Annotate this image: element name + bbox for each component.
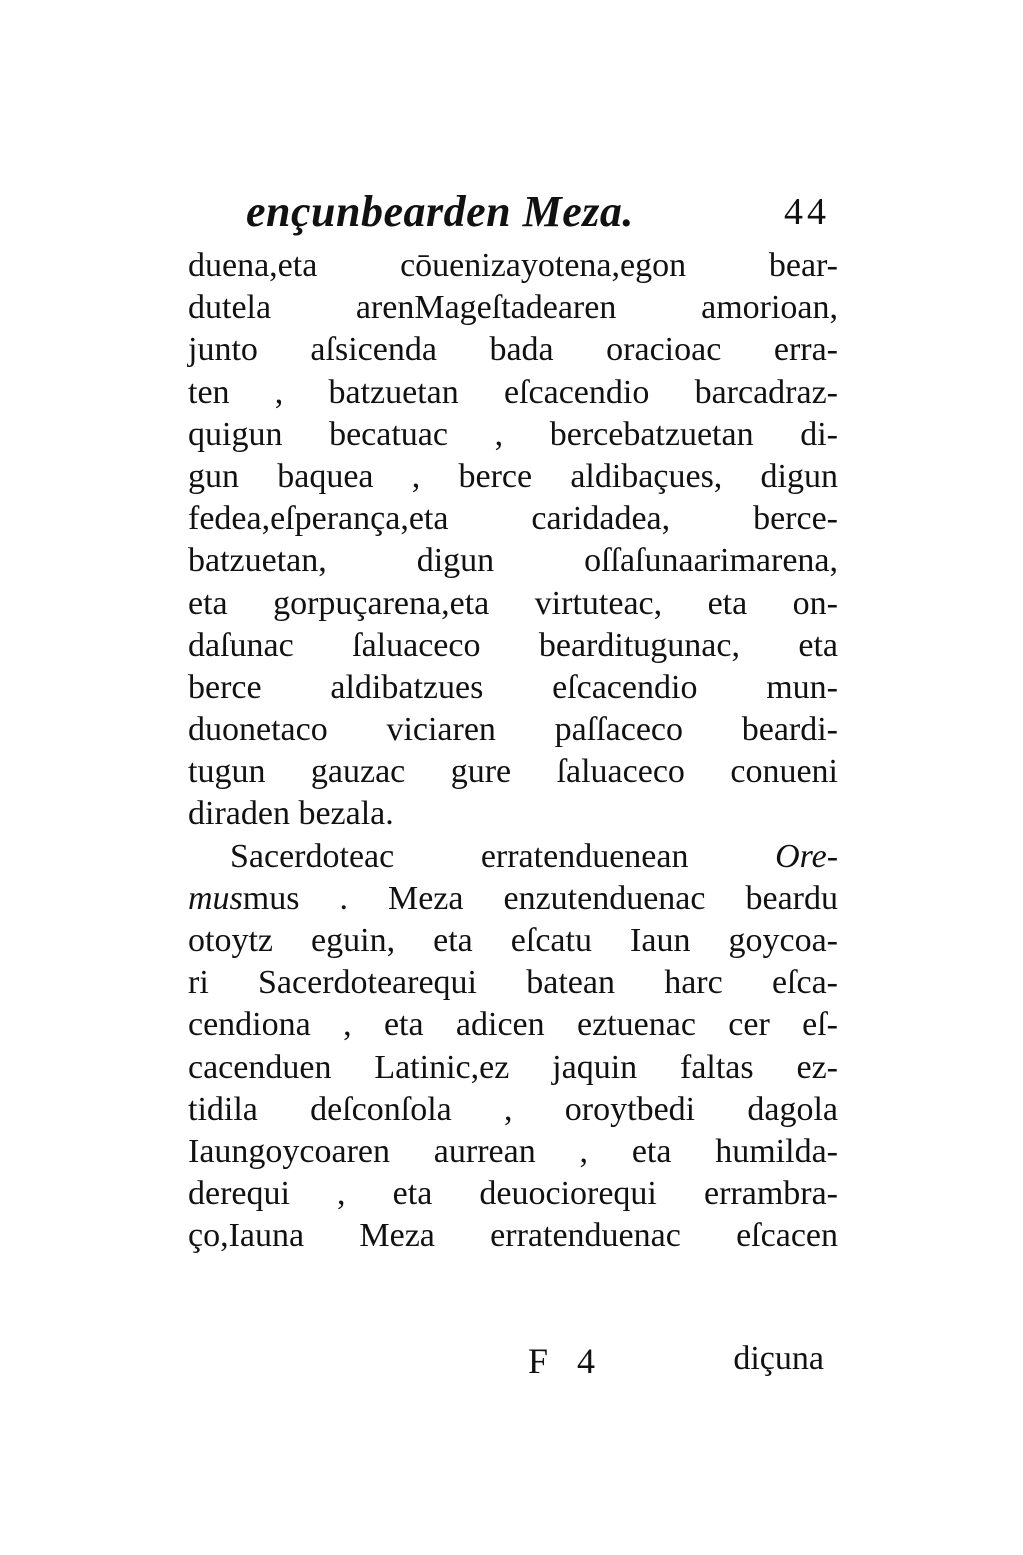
text-line: gun baquea , berce aldibaçues, digun [188,457,838,495]
text-line: dutela arenMageſtadearen amorioan, [188,289,838,327]
signature-mark: F 4 [528,1341,606,1381]
catchword: diçuna [733,1340,824,1377]
line-text: mus . Meza enzutenduenac beardu [242,879,838,917]
text-line: fedea,eſperança,eta caridadea, berce- [188,500,838,538]
line-text: Sacerdoteac erratenduenean [230,837,689,875]
page-footer [188,1340,838,1388]
italic-word: mus [188,879,243,917]
text-line: derequi , eta deuociorequi errambra- [188,1175,838,1213]
text-line: eta gorpuçarena,eta virtuteac, eta on- [188,584,838,622]
text-line: ço,Iauna Meza erratenduenac eſcacen [188,1217,838,1255]
italic-word: Ore- [775,837,839,875]
text-line: tugun gauzac gure ſaluaceco conueni [188,753,838,791]
text-line: ten , batzuetan eſcacendio barcadraz- [188,373,838,411]
text-line: tidila deſconſola , oroytbedi dagola [188,1090,838,1128]
body-text [188,245,838,1258]
page-number: 44 [784,191,830,233]
text-line: Iaungoycoaren aurrean , eta humilda- [188,1132,838,1170]
text-line: diraden bezala. [188,795,394,833]
text-line: batzuetan, digun oſſaſunaarimarena, [188,542,838,580]
text-line: ri Sacerdotearequi batean harc eſca- [188,964,838,1002]
text-line: cacenduen Latinic,ez jaquin faltas ez- [188,1048,838,1086]
text-line: quigun becatuac , bercebatzuetan di- [188,415,838,453]
text-line: daſunac ſaluaceco bearditugunac, eta [188,626,838,664]
page-header [188,186,838,246]
text-line-with-italic [188,836,838,878]
text-line: cendiona , eta adicen eztuenac cer eſ- [188,1006,838,1044]
text-line: berce aldibatzues eſcacendio mun- [188,668,838,706]
text-line: otoytz eguin, eta eſcatu Iaun goycoa- [188,922,838,959]
text-line-with-italic [188,878,838,920]
text-line: junto aſsicenda bada oracioac erra- [188,331,838,369]
text-line: duena,eta cōuenizayotena,egon bear- [188,247,838,284]
text-line: duonetaco viciaren paſſaceco beardi- [188,711,838,749]
running-title: ençunbearden Meza. [246,187,634,236]
